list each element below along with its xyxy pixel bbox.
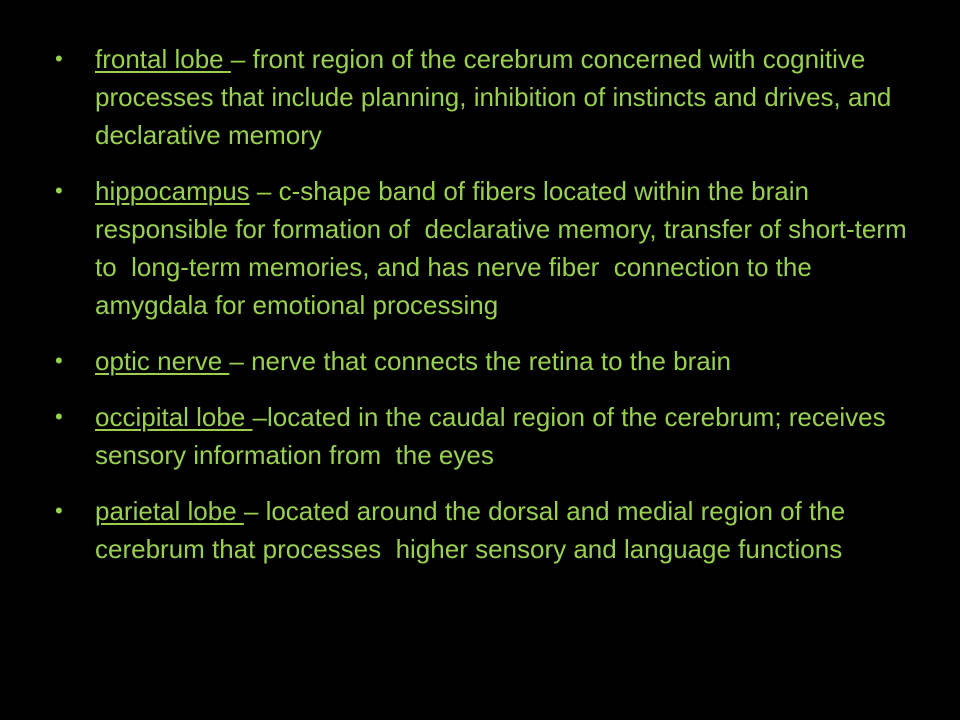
bullet-item-frontal-lobe [55, 40, 915, 154]
bullet-icon: • [55, 46, 63, 71]
term-optic-nerve: optic nerve [95, 346, 230, 376]
term-hippocampus: hippocampus [95, 176, 250, 206]
bullet-item-occipital-lobe [55, 398, 915, 474]
definition-occipital-lobe: –located in the caudal region of the cerebrum; receives sensory information from the eyes [95, 402, 893, 470]
bullet-icon: • [55, 404, 63, 429]
definition-frontal-lobe: – front region of the cerebrum concerned with cognitive processes that include planning, inhibition of instincts and drives, and declarative memory [95, 44, 899, 150]
bullet-list [55, 40, 915, 586]
term-frontal-lobe: frontal lobe [95, 44, 231, 74]
bullet-item-parietal-lobe [55, 492, 915, 568]
definition-parietal-lobe: – located around the dorsal and medial region of the cerebrum that processes higher sensory and language functions [95, 496, 853, 564]
bullet-item-hippocampus [55, 172, 915, 324]
bullet-icon: • [55, 178, 63, 203]
bullet-item-optic-nerve [55, 342, 915, 380]
term-occipital-lobe: occipital lobe [95, 402, 253, 432]
term-parietal-lobe: parietal lobe [95, 496, 244, 526]
definition-hippocampus: – c-shape band of fibers located within the brain responsible for formation of declarative memory, transfer of short-term to long-term memories, and has nerve fiber connection to the amygdala for emotional processing [95, 176, 914, 320]
bullet-icon: • [55, 348, 63, 373]
definition-optic-nerve: – nerve that connects the retina to the brain [229, 346, 731, 376]
bullet-icon: • [55, 498, 63, 523]
